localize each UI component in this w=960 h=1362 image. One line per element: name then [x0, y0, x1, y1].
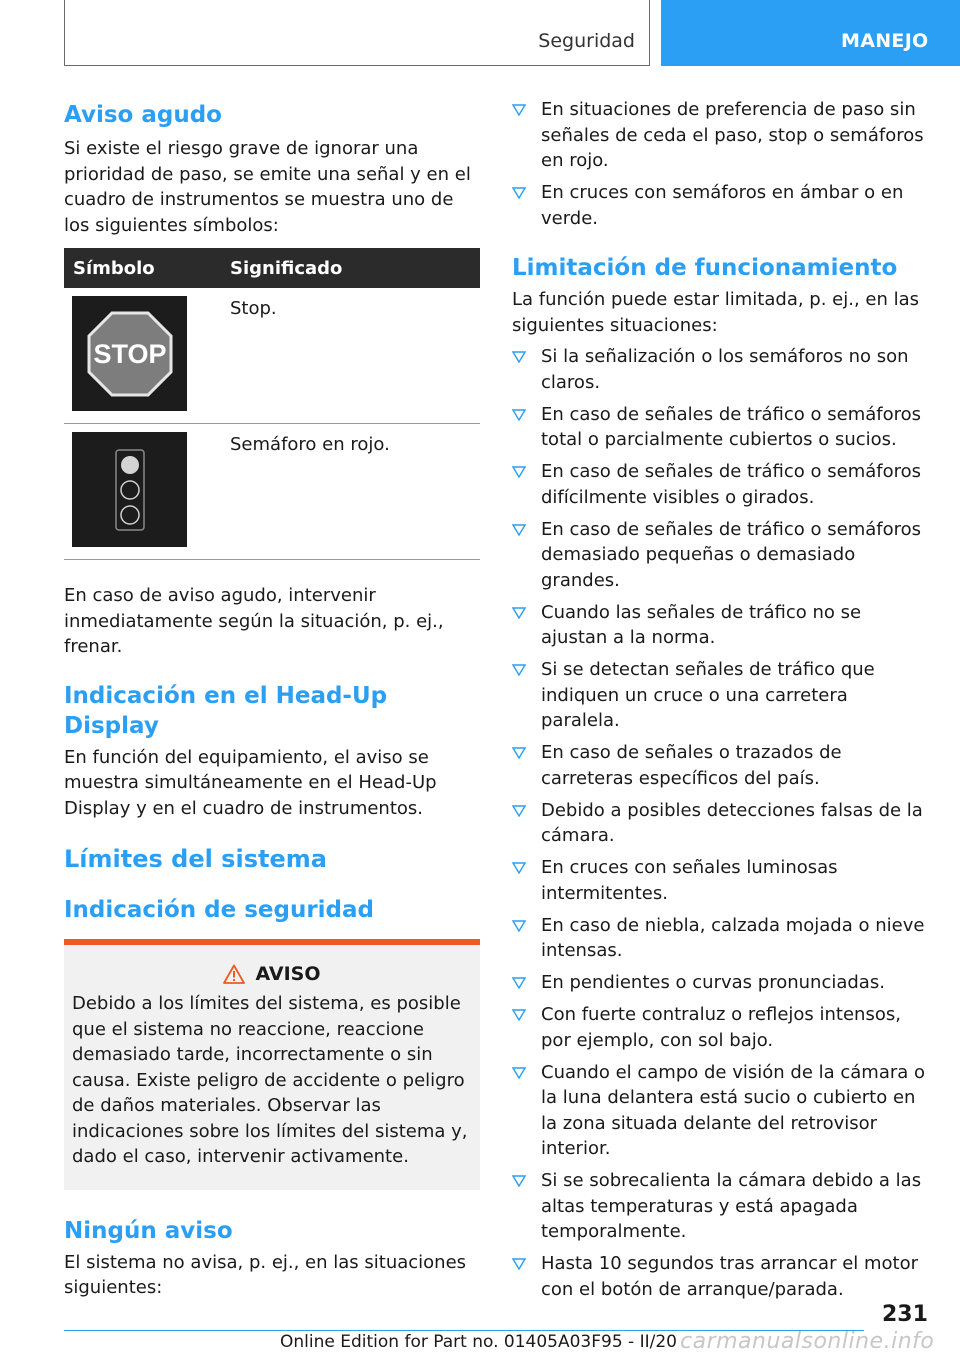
list-item: En caso de señales o trazados de carreteras específicos del país.: [512, 740, 928, 791]
stop-sign-graphic: [87, 311, 173, 397]
bullet-triangle-icon: [512, 466, 526, 478]
footer-edition: Online Edition for Part no. 01405A03F95 - II/20: [280, 1332, 677, 1352]
bullet-triangle-icon: [512, 747, 526, 759]
list-item: Debido a posibles detecciones falsas de la cámara.: [512, 798, 928, 849]
list-item: En caso de niebla, calzada mojada o nieve intensas.: [512, 913, 928, 964]
warning-title: AVISO: [255, 963, 321, 985]
table-cell-meaning: Semáforo en rojo.: [230, 434, 390, 455]
table-cell-meaning: Stop.: [230, 298, 277, 319]
list-item: En cruces con semáforos en ámbar o en verde.: [512, 180, 928, 231]
bullet-triangle-icon: [512, 187, 526, 199]
bullet-triangle-icon: [512, 1067, 526, 1079]
limits-heading: Límites del sistema: [64, 845, 327, 873]
traffic-light-red-icon: [72, 432, 187, 547]
table-header: [64, 248, 480, 288]
list-item: Si se detectan señales de tráfico que indiquen un cruce o una carretera paralela.: [512, 657, 928, 734]
aviso-agudo-text: Si existe el riesgo grave de ignorar una prioridad de paso, se emite una señal y en el cuadro de instrumentos se muestra uno de los siguientes símbolos:: [64, 138, 471, 236]
table-row: [64, 424, 480, 560]
traffic-light-graphic: [112, 448, 148, 532]
list-item: En cruces con señales luminosas intermitentes.: [512, 855, 928, 906]
list-item: En caso de señales de tráfico o semáforos total o parcialmente cubiertos o sucios.: [512, 402, 928, 453]
symbols-table: [64, 248, 480, 560]
limitacion-heading: Limitación de funcionamiento: [512, 255, 898, 281]
left-column: [64, 100, 480, 1301]
list-item: En pendientes o curvas pronunciadas.: [512, 970, 928, 996]
warning-triangle-icon: [223, 964, 245, 984]
list-item: En situaciones de preferencia de paso sin señales de ceda el paso, stop o semáforos en rojo.: [512, 97, 928, 174]
right-column: [512, 97, 928, 1309]
list-item: Cuando las señales de tráfico no se ajustan a la norma.: [512, 600, 928, 651]
bullet-triangle-icon: [512, 351, 526, 363]
list-item: Si se sobrecalienta la cámara debido a las altas temperaturas y está apagada temporalmente.: [512, 1168, 928, 1245]
footer-watermark: carmanualsonline.info: [680, 1329, 935, 1354]
stop-sign-text: STOP: [92, 338, 167, 369]
warning-text: Debido a los límites del sistema, es posible que el sistema no reaccione, reaccione demasiado tarde, incorrectamente o sin causa. Existe peligro de accidente o peligro de daños materiales. Observar las indicaciones sobre los límites del sistema y, dado el caso, intervenir activamente.: [72, 993, 468, 1167]
header-section-box: [64, 0, 650, 66]
bullet-triangle-icon: [512, 977, 526, 989]
bullet-triangle-icon: [512, 1258, 526, 1270]
limitation-list: [512, 344, 928, 1302]
limitacion-text: La función puede estar limitada, p. ej., en las siguientes situaciones:: [512, 289, 920, 336]
bullet-triangle-icon: [512, 104, 526, 116]
table-header-symbol: Símbolo: [73, 257, 155, 279]
bullet-triangle-icon: [512, 862, 526, 874]
bullet-triangle-icon: [512, 524, 526, 536]
aviso-agudo-heading: Aviso agudo: [64, 102, 222, 128]
header-chapter-tab[interactable]: [661, 0, 960, 66]
list-item: Si la señalización o los semáforos no son claros.: [512, 344, 928, 395]
table-header-meaning: Significado: [230, 257, 343, 279]
hud-text: En función del equipamiento, el aviso se muestra simultáneamente en el Head-Up Display y en el cuadro de instrumentos.: [64, 746, 437, 819]
header-section-title: Seguridad: [538, 30, 635, 52]
ningun-aviso-text: El sistema no avisa, p. ej., en las situaciones siguientes:: [64, 1251, 467, 1298]
list-item: En caso de señales de tráfico o semáforos demasiado pequeñas o demasiado grandes.: [512, 517, 928, 594]
page-number: 231: [882, 1302, 928, 1327]
stop-sign-icon: [72, 296, 187, 411]
bullet-triangle-icon: [512, 805, 526, 817]
header-chapter-label: MANEJO: [841, 30, 929, 52]
table-row: [64, 288, 480, 424]
list-item: En caso de señales de tráfico o semáforos difícilmente visibles o girados.: [512, 459, 928, 510]
after-table-text: En caso de aviso agudo, intervenir inmediatamente según la situación, p. ej., frenar.: [64, 585, 444, 657]
list-item: Con fuerte contraluz o reflejos intensos, por ejemplo, con sol bajo.: [512, 1002, 928, 1053]
bullet-triangle-icon: [512, 1175, 526, 1187]
bullet-triangle-icon: [512, 920, 526, 932]
bullet-triangle-icon: [512, 409, 526, 421]
list-item: Hasta 10 segundos tras arrancar el motor con el botón de arranque/parada.: [512, 1251, 928, 1302]
safety-heading: Indicación de seguridad: [64, 897, 375, 923]
bullet-triangle-icon: [512, 1009, 526, 1021]
hud-heading: Indicación en el Head-Up Display: [64, 682, 388, 739]
ningun-aviso-heading: Ningún aviso: [64, 1217, 233, 1244]
warning-box: [64, 939, 480, 1190]
no-warning-list: [512, 97, 928, 231]
list-item: Cuando el campo de visión de la cámara o la luna delantera está sucio o cubierto en la zona situada delante del retrovisor interior.: [512, 1060, 928, 1162]
bullet-triangle-icon: [512, 664, 526, 676]
bullet-triangle-icon: [512, 607, 526, 619]
